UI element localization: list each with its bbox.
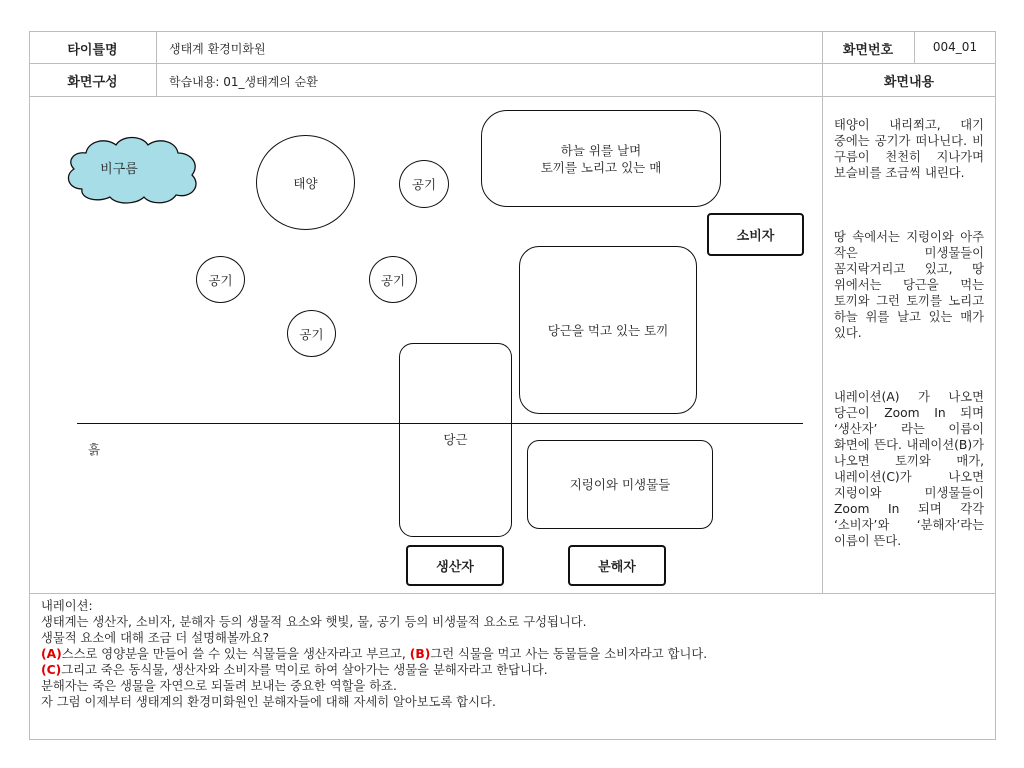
sun: 태양	[256, 135, 355, 230]
narration-line-6: 자 그럼 이제부터 생태계의 환경미화원인 분해자들에 대해 자세히 알아보도록 합시다.	[41, 695, 496, 709]
header-divider-2	[29, 96, 996, 97]
marker-a: (A)	[41, 647, 62, 661]
worms-box: 지렁이와 미생물들	[527, 440, 713, 529]
description-para-3: 내레이션(A) 가 나오면 당근이 Zoom In 되며 ‘생산자’ 라는 이름이 화면에 뜬다. 내레이션(B)가 나오면 토끼와 매가, 내레이션(C)가 나오면 지렁이와 미생물들이 Zoom In 되며 각각 ‘소비자’와 ‘분해자’라는 이름이 뜬다.	[834, 390, 984, 548]
hawk-box: 하늘 위를 날며 토끼를 노리고 있는 매	[481, 110, 721, 207]
description-para-1: 태양이 내리쬐고, 대기 중에는 공기가 떠나닌다. 비 구름이 천천히 지나가며 보슬비를 조금씩 내린다.	[834, 118, 984, 180]
narration-line-4	[41, 662, 981, 678]
marker-c: (C)	[41, 663, 62, 677]
narration-heading: 내레이션:	[41, 599, 93, 613]
producer-tag: 생산자	[406, 545, 504, 586]
narration-line-4-text: 그리고 죽은 동식물, 생산자와 소비자를 먹이로 하여 살아가는 생물을 분해자라고 한답니다.	[61, 663, 548, 677]
main-col-divider	[822, 31, 823, 593]
consumer-tag: 소비자	[707, 213, 804, 256]
air-bubble-1: 공기	[399, 160, 449, 208]
narration-line-1: 생태계는 생산자, 소비자, 분해자 등의 생물적 요소와 햇빛, 물, 공기 등의 비생물적 요소로 구성됩니다.	[41, 615, 587, 629]
carrot-label: 당근	[443, 432, 468, 447]
air-bubble-3: 공기	[369, 256, 417, 303]
narration-line-3a: 스스로 영양분을 만들어 쓸 수 있는 식물들을 생산자라고 부르고,	[61, 647, 410, 661]
air-bubble-4: 공기	[287, 310, 336, 357]
layout-value: 학습내용: 01_생태계의 순환	[169, 75, 318, 89]
screen-number-label: 화면번호	[842, 43, 894, 58]
narration-line-2: 생물적 요소에 대해 조금 더 설명해볼까요?	[41, 631, 270, 645]
narration-line-3b: 그런 식물을 먹고 사는 동물들을 소비자라고 합니다.	[430, 647, 708, 661]
title-label: 타이틀명	[67, 43, 118, 58]
narration-line-5: 분해자는 죽은 생물을 자연으로 되돌려 보내는 중요한 역할을 하죠.	[41, 679, 397, 693]
narration-divider	[29, 593, 996, 594]
decomposer-tag: 분해자	[568, 545, 666, 586]
screen-description	[834, 101, 984, 565]
soil-label: 흙	[88, 442, 101, 457]
marker-b: (B)	[409, 647, 431, 661]
header-col-divider-1	[156, 31, 157, 96]
header-divider-1	[29, 63, 996, 64]
narration-line-3	[41, 646, 981, 662]
description-para-2: 땅 속에서는 지렁이와 아주 작은 미생물들이 꼼지락거리고 있고, 땅 위에서는 당근을 먹는 토끼와 그런 토끼를 노리고 하늘 위를 날고 있는 매가 있다.	[834, 230, 984, 340]
layout-label: 화면구성	[67, 75, 118, 90]
narration-block	[41, 598, 981, 710]
rain-cloud-label: 비구름	[100, 162, 138, 177]
content-label: 화면내용	[883, 75, 935, 90]
title-value: 생태계 환경미화원	[169, 42, 266, 56]
carrot-box	[399, 343, 512, 537]
air-bubble-2: 공기	[196, 256, 245, 303]
rabbit-box: 당근을 먹고 있는 토끼	[519, 246, 697, 414]
screen-number-value: 004_01	[932, 40, 978, 54]
